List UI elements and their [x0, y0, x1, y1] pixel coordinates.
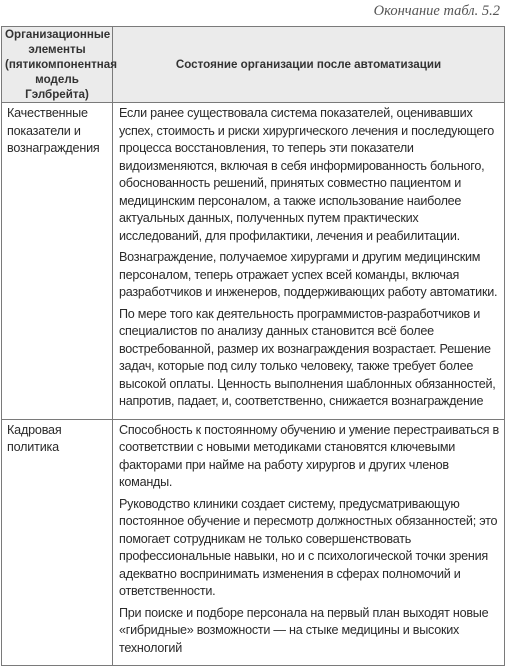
header-organizational-elements: Организационные элементы (пятикомпонентная модель Гэлбрейта) [2, 27, 113, 103]
table-header-row [2, 27, 505, 103]
row-description [113, 419, 505, 666]
row-paragraph: Руководство клиники создает систему, предусматривающую постоянное обучение и пересмотр должностных обязанностей; это помогает сотрудникам не только совершенствовать профессиональные навыки, но и с психологической точки зрения адекватно воспринимать изменения в сферах полномочий и ответственности. [119, 496, 498, 598]
row-paragraph: Вознаграждение, получаемое хирургами и другим медицинским персоналом, теперь отражает успех всей команды, включая разработчиков и инженеров, поддерживающих работу автоматики. [119, 250, 498, 299]
row-paragraph: Способность к постоянному обучению и умение перестраиваться в соответствии с новыми методиками становятся ключевыми факторами при найме на работу хирургов и других членов команды. [119, 422, 499, 489]
row-element-label: Качественные показатели и вознаграждения [2, 103, 113, 420]
row-paragraph: При поиске и подборе персонала на первый план выходят новые «гибридные» возможности — на стыке медицины и высоких технологий [119, 605, 489, 655]
row-paragraph: Если ранее существовала система показателей, оценивавших успех, стоимость и риски хирургического лечения и последующего процесса восстановления, то теперь эти показатели видоизменяются, включая в себя информированность больного, обоснованность решений, принятых совместно пациентом и медицинским персоналом, а также использование наиболее актуальных данных, полученных путем практических исследований, для профилактики, лечения и реабилитации. [119, 106, 494, 243]
table-caption: Окончание табл. 5.2 [373, 3, 500, 19]
table-row [2, 103, 505, 420]
row-paragraph: По мере того как деятельность программистов-разработчиков и специалистов по анализу данных становится всё более востребованной, размер их вознаграждения возрастает. Решение задач, которые под силу только человеку, также требует более высокой оплаты. Ценность выполнения шаблонных обязанностей, напротив, падает, и, соответственно, снижается вознаграждение [119, 306, 496, 408]
table-row [2, 419, 505, 666]
data-table [1, 26, 505, 666]
row-element-label: Кадровая политика [2, 419, 113, 666]
row-description [113, 103, 505, 420]
header-state-after-automation: Состояние организации после автоматизации [113, 27, 505, 103]
